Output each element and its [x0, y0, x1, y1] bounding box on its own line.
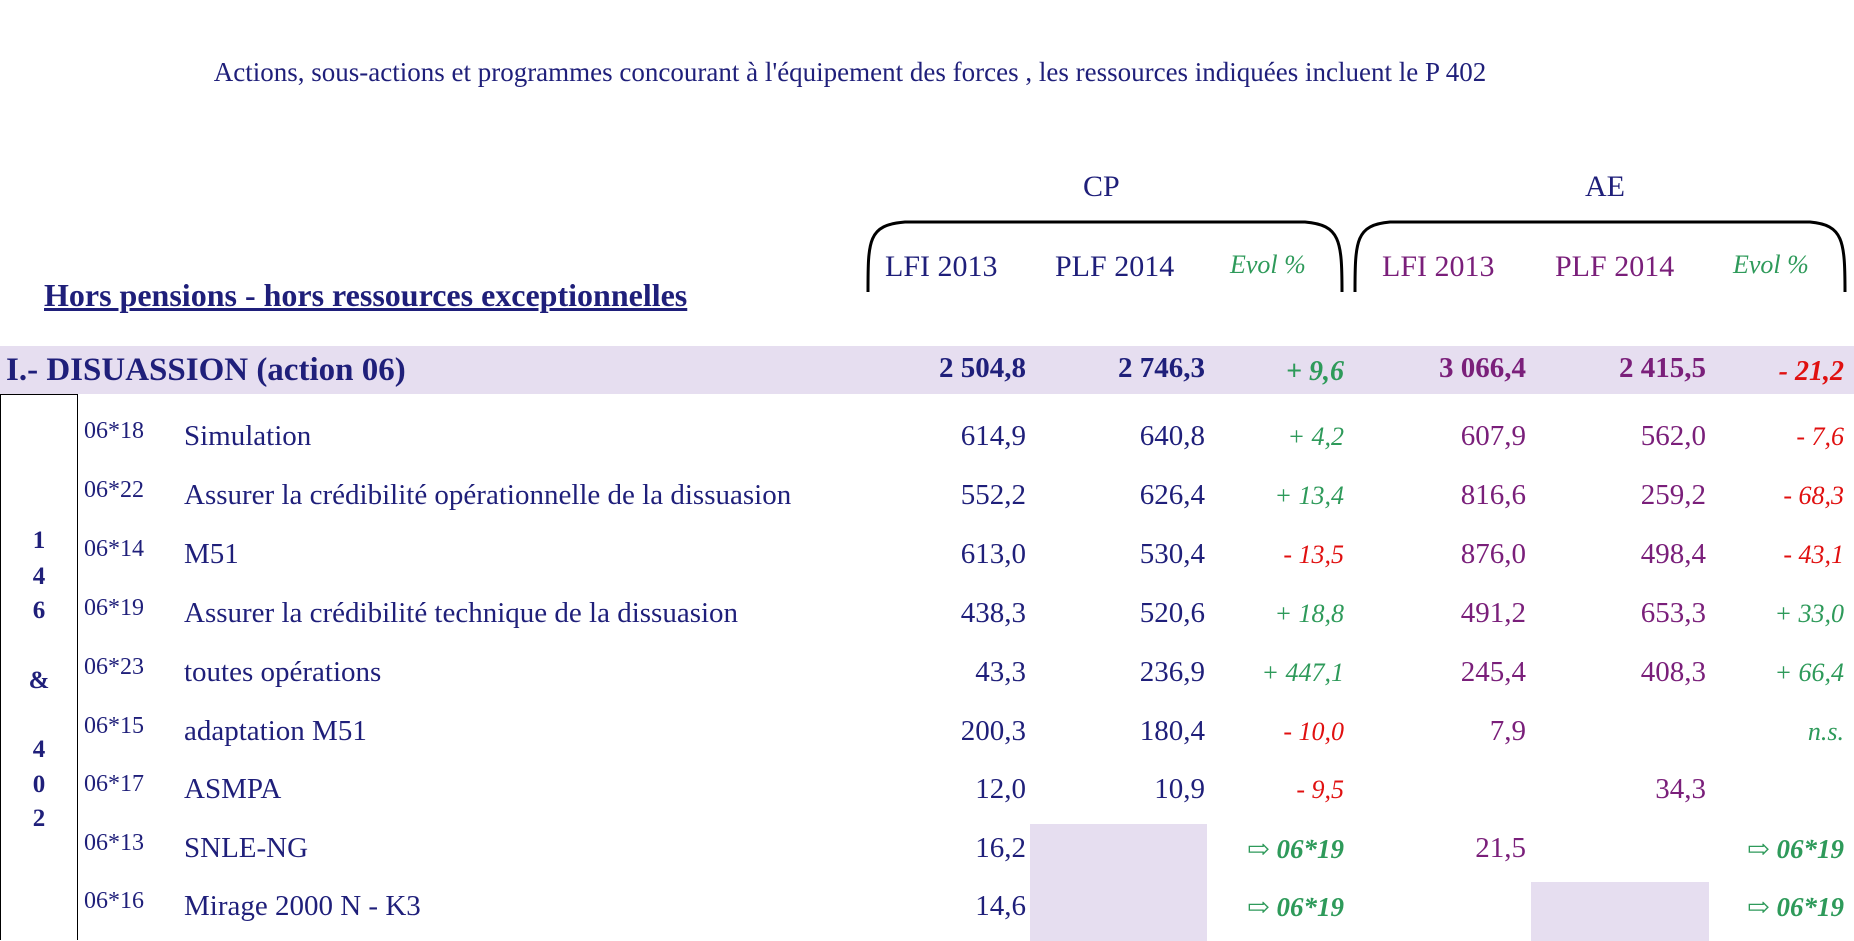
row-ae-lfi: 876,0 [1460, 538, 1526, 570]
row-ae-plf: 653,3 [1640, 597, 1706, 629]
row-cp-lfi: 614,9 [960, 420, 1026, 452]
empty-cell-ae-plf-mirage [1531, 882, 1709, 941]
row-label: M51 [184, 538, 239, 570]
group-header-cp: CP [1083, 170, 1120, 203]
row-ae-evol: n.s. [1807, 717, 1844, 746]
row-label: Assurer la crédibilité opérationnelle de la dissuasion [184, 479, 792, 511]
row-ae-evol: ⇨ 06*19 [1747, 834, 1844, 864]
row-ae-lfi: 607,9 [1460, 420, 1526, 452]
row-label: toutes opérations [184, 656, 382, 688]
side-label-char: & [28, 667, 50, 694]
row-cp-lfi: 12,0 [975, 773, 1026, 805]
row-cp-lfi: 14,6 [975, 890, 1026, 922]
row-ae-plf: 259,2 [1640, 479, 1706, 511]
row-cp-lfi: 200,3 [960, 715, 1026, 747]
row-label: Assurer la crédibilité technique de la dissuasion [184, 597, 739, 629]
row-ae-lfi: 816,6 [1460, 479, 1526, 511]
row-cp-plf: 180,4 [1139, 715, 1205, 747]
row-code: 06*23 [84, 654, 144, 680]
section-cp-evol: + 9,6 [1286, 356, 1344, 387]
row-cp-plf: 520,6 [1139, 597, 1205, 629]
row-cp-lfi: 16,2 [975, 832, 1026, 864]
row-code: 06*15 [84, 713, 144, 739]
row-ae-lfi: 21,5 [1475, 832, 1526, 864]
row-cp-evol: + 447,1 [1261, 658, 1344, 687]
row-label: SNLE-NG [184, 832, 309, 864]
row-ae-evol: - 43,1 [1783, 540, 1844, 569]
row-cp-plf: 530,4 [1139, 538, 1205, 570]
row-label: adaptation M51 [184, 715, 367, 747]
row-label: Simulation [184, 420, 312, 452]
empty-cell-cp-plf-snle [1030, 824, 1207, 882]
row-cp-evol: ⇨ 06*19 [1247, 834, 1344, 864]
col-header-cp-evol: Evol % [1230, 250, 1306, 279]
row-ae-lfi: 491,2 [1460, 597, 1526, 629]
section-label: I.- DISUASSION (action 06) [6, 352, 406, 388]
row-cp-lfi: 613,0 [960, 538, 1026, 570]
row-ae-lfi: 245,4 [1460, 656, 1526, 688]
row-code: 06*14 [84, 536, 144, 562]
col-header-ae-plf: PLF 2014 [1555, 250, 1675, 283]
row-code: 06*18 [84, 418, 144, 444]
row-code: 06*19 [84, 595, 144, 621]
row-code: 06*17 [84, 771, 144, 797]
section-cp-lfi: 2 504,8 [939, 352, 1026, 384]
row-cp-evol: ⇨ 06*19 [1247, 892, 1344, 922]
row-code: 06*13 [84, 830, 144, 856]
row-cp-lfi: 43,3 [975, 656, 1026, 688]
row-cp-evol: - 10,0 [1283, 717, 1344, 746]
row-cp-lfi: 438,3 [960, 597, 1026, 629]
col-header-cp-lfi: LFI 2013 [885, 250, 998, 283]
side-label-char: 0 [32, 771, 46, 798]
row-cp-lfi: 552,2 [960, 479, 1026, 511]
row-ae-evol: ⇨ 06*19 [1747, 892, 1844, 922]
row-ae-evol: - 68,3 [1783, 481, 1844, 510]
row-ae-evol: + 33,0 [1774, 599, 1844, 628]
row-ae-evol: - 7,6 [1796, 422, 1844, 451]
row-cp-evol: + 18,8 [1274, 599, 1344, 628]
row-label: ASMPA [184, 773, 282, 805]
row-code: 06*22 [84, 477, 144, 503]
side-label-char: 6 [32, 597, 46, 624]
row-cp-evol: + 4,2 [1287, 422, 1344, 451]
row-cp-plf: 10,9 [1154, 773, 1205, 805]
row-cp-plf: 640,8 [1139, 420, 1205, 452]
row-cp-evol: + 13,4 [1274, 481, 1344, 510]
side-label-char: 2 [32, 805, 46, 832]
row-cp-plf: 626,4 [1139, 479, 1205, 511]
side-label-char: 4 [32, 563, 46, 590]
row-cp-evol: - 9,5 [1296, 775, 1344, 804]
page-title: Actions, sous-actions et programmes concourant à l'équipement des forces , les ressources indiquées incluent le P 402 [213, 57, 1487, 87]
section-ae-evol: - 21,2 [1778, 356, 1844, 387]
row-code: 06*16 [84, 888, 144, 914]
row-ae-plf: 34,3 [1655, 773, 1706, 805]
row-cp-evol: - 13,5 [1283, 540, 1344, 569]
row-ae-plf: 562,0 [1640, 420, 1706, 452]
row-label: Mirage 2000 N - K3 [184, 890, 421, 922]
row-ae-evol: + 66,4 [1774, 658, 1844, 687]
section-cp-plf: 2 746,3 [1118, 352, 1205, 384]
side-label-char: 1 [32, 527, 46, 554]
section-ae-plf: 2 415,5 [1619, 352, 1706, 384]
empty-cell-cp-plf-mirage [1030, 882, 1207, 941]
row-ae-plf: 408,3 [1640, 656, 1706, 688]
section-heading: Hors pensions - hors ressources exceptionnelles [44, 277, 688, 313]
side-label-char: 4 [32, 736, 46, 763]
col-header-ae-lfi: LFI 2013 [1382, 250, 1495, 283]
row-cp-plf: 236,9 [1139, 656, 1205, 688]
row-ae-lfi: 7,9 [1489, 715, 1526, 747]
col-header-ae-evol: Evol % [1733, 250, 1809, 279]
group-header-ae: AE [1585, 170, 1625, 203]
section-ae-lfi: 3 066,4 [1439, 352, 1526, 384]
col-header-cp-plf: PLF 2014 [1055, 250, 1175, 283]
row-ae-plf: 498,4 [1640, 538, 1706, 570]
